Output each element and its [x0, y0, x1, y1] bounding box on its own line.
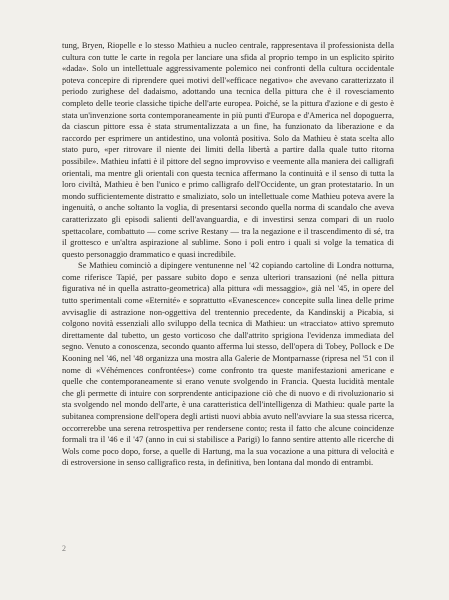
page-number: 2 [62, 544, 66, 553]
paragraph-1: tung, Bryen, Riopelle e lo stesso Mathieu a nucleo centrale, rappresentava il professionista della cultura con tutte le carte in regola per lanciare una sfida al proprio tempo in un esplicito spirito «dada». Solo un intellettuale aggressivamente polemico nei confronti della cultura occidentale poteva concepire di riprendere quei motivi dell'«efficace negativo» che avevano caratterizzato il periodo zurighese del dadaismo, adottando una tecnica della pittura che è il rovesciamento completo delle teorie classiche tipiche dell'arte europea. Poiché, se la pittura d'azione e di gesto è stata un'invenzione sorta contemporaneamente in più punti d'Europa e d'America nel dopoguerra, da ciascun pittore essa è stata strumentalizzata a un fine, ha funzionato da liberazione e da raccordo per esprimere un antidestino, una volontà positiva. Solo da Mathieu è stata scelta allo stato puro, «per ritrovare il niente dei limiti della libertà a partire dalla quale tutto ritorna possibile». Mathieu infatti è il pittore del segno improvviso e veemente alla maniera dei calligrafi orientali, ma mentre gli orientali con questa tecnica affermano la continuità e il senso di tutta la loro civiltà, Mathieu è ben l'unico e primo calligrafo dell'Occidente, un gran protestatario. In un mondo sufficientemente distratto e smaliziato, solo un intellettuale come Mathieu poteva avere la ingenuità, o anche soltanto la voglia, di presentarsi secondo quella norma di scandalo che aveva caratterizzato gli episodi salienti dell'avanguardia, e di investirsi senza compari di un ruolo spettacolare, combattuto — come scrive Restany — tra la negazione e il trascendimento di sé, tra il grottesco e un'altra aspirazione al sublime. Sono i poli entro i quali si volge la tematica di questo personaggio drammatico e quasi incredibile. [62, 40, 394, 259]
body-text [62, 40, 394, 469]
paragraph-2: Se Mathieu cominciò a dipingere ventunenne nel '42 copiando cartoline di Londra notturna, come riferisce Tapié, per passare subito dopo e senza ulteriori transazioni (né nella pittura figurativa né in quella astratto-geometrica) alla pittura «di messaggio», già nel '45, in opere del tutto sperimentali come «Eternité» e soprattutto «Evanescence» concepite sulla linea delle prime avvisaglie di astrazione non-oggettiva del trentennio precedente, da Kandinskij a Picabia, si colgono novità essenziali allo sviluppo della tecnica di Mathieu: un «tracciato» attivo spremuto direttamente dal tubetto, un gesto vorticoso che dall'attrito sprigiona l'evidenza immediata del segno. Venuto a conoscenza, secondo quanto afferma lui stesso, dell'opera di Tobey, Pollock e De Kooning nel '46, nel '48 organizza una mostra alla Galerie de Montparnasse (ripresa nel '51 con il nome di «Véhémences confrontées») come confronto tra queste manifestazioni americane e quelle che contemporaneamente si erano venute svolgendo in Francia. Questa lucidità mentale che gli permette di intuire con sorprendente anticipazione ciò che di nuovo e di rivoluzionario si sta svolgendo nel mondo dell'arte, è una caratteristica dell'intelligenza di Mathieu: quale parte la subitanea comprensione dell'opera degli artisti nuovi abbia avuto nell'avviare la sua stessa ricerca, occorrerebbe una serena retrospettiva per rendersene conto; resta il fatto che alcune coincidenze formali tra il '46 e il '47 (anno in cui si stabilisce a Parigi) lo fanno sentire attento alle ricerche di Wols come poco dopo, forse, a quelle di Hartung, ma la sua vocazione a una pittura di velocità e di estroversione in senso calligrafico resta, in definitiva, ben lontana dal mondo di entrambi. [62, 260, 394, 468]
